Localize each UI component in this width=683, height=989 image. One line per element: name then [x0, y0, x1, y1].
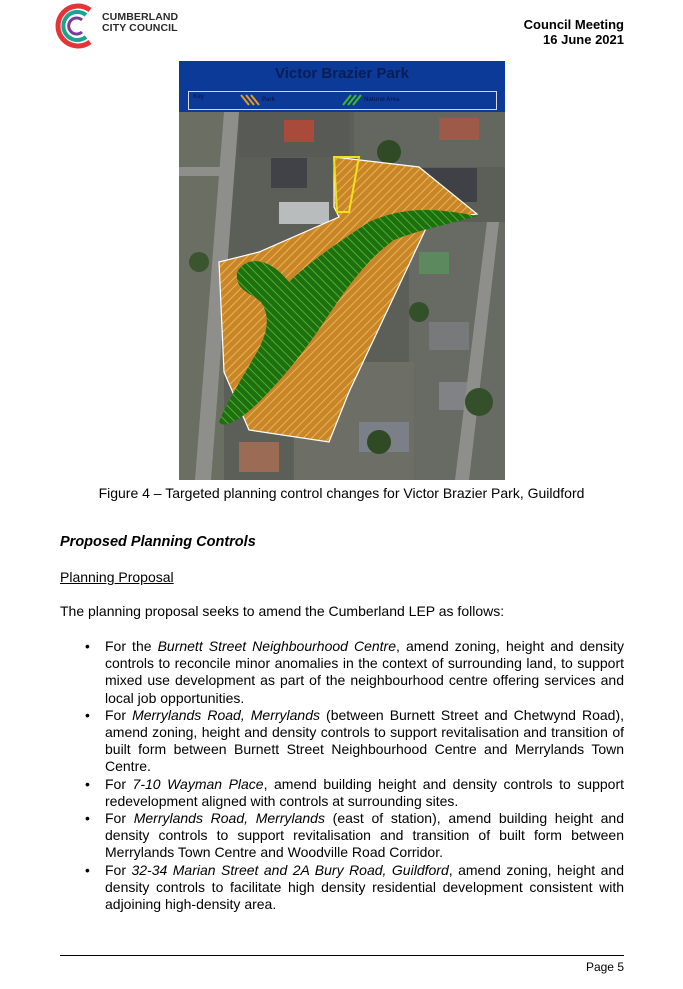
sub-title: Planning Proposal [60, 569, 174, 585]
list-item [60, 862, 624, 914]
list-item [60, 707, 624, 776]
logo-line2: CITY COUNCIL [102, 22, 178, 34]
figure-caption: Figure 4 – Targeted planning control changes for Victor Brazier Park, Guildford [98, 485, 585, 501]
bullet-emphasis: 7-10 Wayman Place [132, 775, 264, 792]
aerial-photo [179, 112, 505, 480]
bullet-icon: • [85, 638, 90, 654]
bullet-text: For [105, 810, 134, 827]
page-number: Page 5 [585, 960, 624, 974]
map-title: Victor Brazier Park [275, 65, 409, 82]
bullet-icon: • [85, 810, 90, 827]
bullet-text: , amend building height and density controls to support redevelopment aligned with controls at surrounding sites. [105, 775, 624, 809]
bullet-text: For [105, 861, 132, 878]
logo-line1: CUMBERLAND [102, 11, 179, 23]
bullet-text: For [105, 775, 133, 792]
bullet-text: , amend zoning, height and density controls to reconcile minor anomalies in the context of surrounding land, to support mixed use development as part of the neighbourhood centre offering services and local job opportunities. [105, 638, 624, 706]
bullet-text: For the [105, 638, 158, 654]
bullet-text: , amend zoning, height and density controls to facilitate high density residential development consistent with adjoining high-density area. [105, 861, 625, 913]
list-item [60, 638, 624, 707]
bullet-emphasis: Merrylands Road, Merrylands [132, 706, 320, 723]
bullet-text: (between Burnett Street and Chetwynd Road), amend zoning, height and density controls to support revitalisation and transition of built form between Burnett Street Neighbourhood Centre and Merrylands Town Centre. [105, 706, 625, 775]
bullet-emphasis: 32-34 Marian Street and 2A Bury Road, Guildford [131, 861, 449, 878]
bullet-emphasis: Burnett Street Neighbourhood Centre [157, 638, 396, 654]
bullet-icon: • [85, 775, 90, 792]
intro-paragraph: The planning proposal seeks to amend the Cumberland LEP as follows: [60, 603, 505, 619]
legend-key-label: Key [193, 94, 205, 100]
meeting-date: 16 June 2021 [543, 32, 624, 47]
legend-park-label: Park [262, 97, 276, 103]
meeting-header [524, 17, 624, 47]
section-title: Proposed Planning Controls [60, 534, 256, 550]
logo-text [102, 12, 178, 34]
bullet-icon: • [85, 861, 90, 878]
bullet-emphasis: Merrylands Road, Merrylands [133, 810, 325, 827]
natural-area-hatch-icon [341, 92, 363, 109]
map-legend [188, 91, 497, 110]
list-item [60, 810, 624, 862]
footer-divider [60, 955, 624, 956]
bullet-icon: • [85, 706, 90, 723]
bullet-list [60, 638, 624, 913]
list-item [60, 776, 624, 810]
council-logo [50, 0, 190, 52]
legend-natural-label: Natural Area [364, 97, 400, 103]
bullet-text: For [105, 706, 133, 723]
park-hatch-icon [239, 92, 261, 109]
meeting-title: Council Meeting [523, 17, 624, 32]
map-header [179, 61, 505, 112]
aerial-map-figure [179, 61, 505, 480]
bullet-text: (east of station), amend building height and density controls to support revitalisation and transition of built form between Merrylands Town Centre and Woodville Road Corridor. [105, 810, 625, 861]
council-logo-icon [50, 0, 100, 52]
